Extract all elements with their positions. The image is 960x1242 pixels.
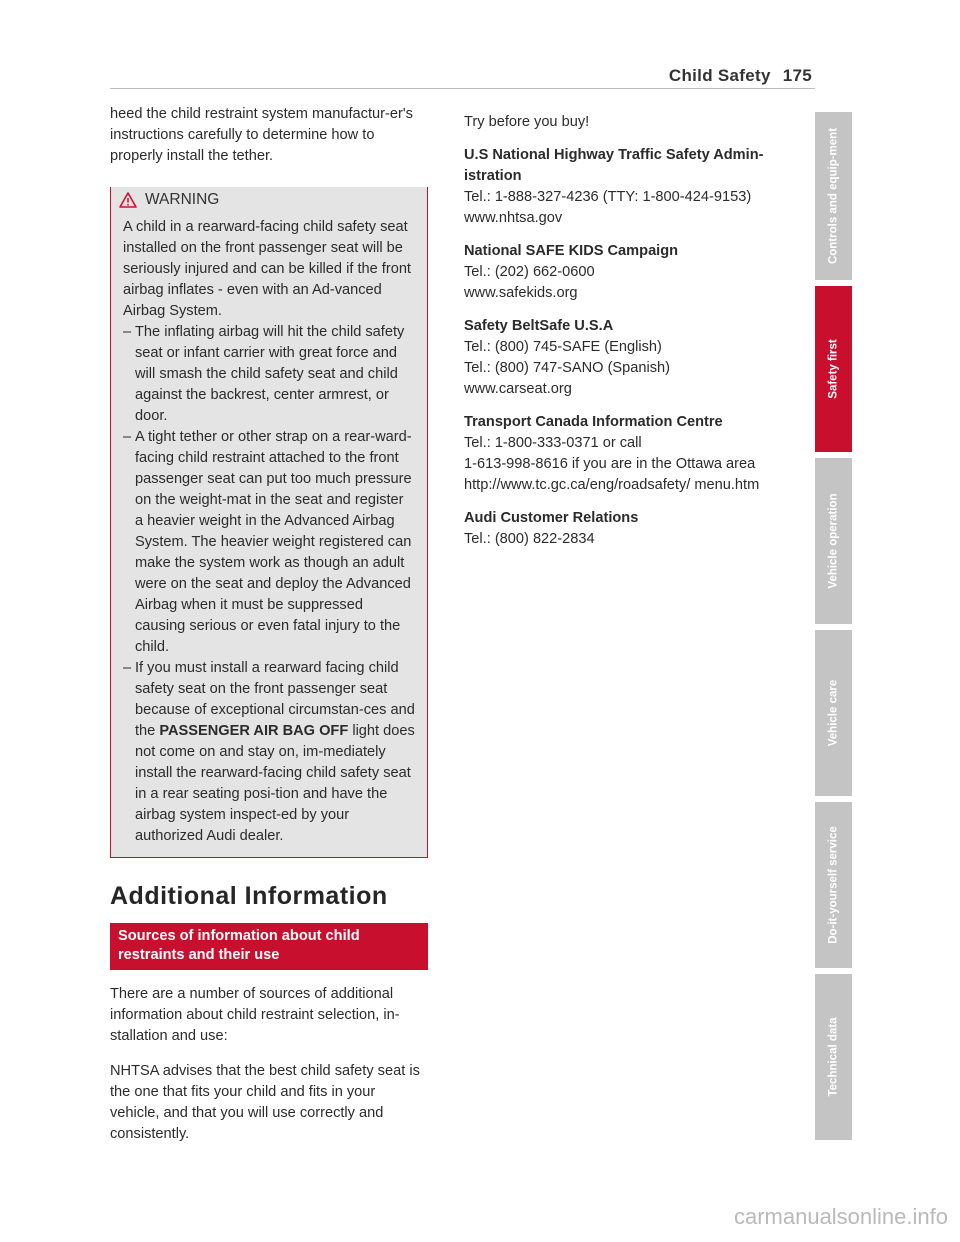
warning-body [111, 213, 427, 857]
warning-list [123, 322, 415, 847]
watermark: carmanualsonline.info [733, 1204, 948, 1229]
contact-link[interactable]: www.carseat.org [464, 381, 572, 397]
contact-line: Tel.: (202) 662-0600 [464, 264, 595, 280]
contact-nhtsa [464, 145, 784, 229]
paragraph-sources: There are a number of sources of additional information about child restraint selection, in-stallation and use: [110, 986, 400, 1044]
contact-transport-canada [464, 412, 784, 496]
tab-label: Vehicle care [827, 679, 839, 747]
contact-line: Tel.: (800) 822-2834 [464, 531, 595, 547]
try-before-buy: Try before you buy! [464, 114, 590, 130]
contact-org: U.S National Highway Traffic Safety Admin-istration [464, 147, 764, 184]
contact-link[interactable]: http://www.tc.gc.ca/eng/roadsafety/ menu.htm [464, 477, 760, 493]
contact-link[interactable]: www.safekids.org [464, 285, 578, 301]
warning-item-3 [123, 658, 415, 847]
tab-safety-first[interactable] [815, 286, 852, 452]
tab-label: Safety first [827, 339, 839, 399]
contact-line: Tel.: 1-800-333-0371 or call [464, 435, 642, 451]
warning-title: WARNING [145, 191, 220, 208]
contact-link[interactable]: www.nhtsa.gov [464, 210, 563, 226]
section-title: Additional Information [110, 882, 388, 910]
left-column [110, 104, 428, 1159]
contact-org: National SAFE KIDS Campaign [464, 243, 679, 259]
warning-box [110, 187, 428, 858]
contact-line: Tel.: 1-888-327-4236 (TTY: 1-800-424-9153) [464, 189, 752, 205]
tab-technical-data[interactable] [815, 974, 852, 1140]
contact-org: Safety BeltSafe U.S.A [464, 318, 614, 334]
tab-do-it-yourself-service[interactable] [815, 802, 852, 968]
paragraph-nhtsa: NHTSA advises that the best child safety seat is the one that fits your child and fits in your vehicle, and that you will use correctly and consistently. [110, 1063, 420, 1142]
tab-label: Do-it-yourself service [827, 826, 839, 944]
contact-safe-kids [464, 241, 784, 304]
subsection-title: Sources of information about child restraints and their use [110, 923, 428, 970]
chapter-tabs [815, 112, 852, 1146]
contact-line: Tel.: (800) 745-SAFE (English) [464, 339, 662, 355]
tab-vehicle-operation[interactable] [815, 458, 852, 624]
contact-org: Audi Customer Relations [464, 510, 639, 526]
tab-label: Technical data [827, 1017, 839, 1097]
contact-audi-relations [464, 508, 784, 550]
tab-label: Controls and equip-ment [827, 127, 839, 265]
page-number: 175 [782, 66, 812, 85]
header-rule [110, 88, 815, 89]
running-header [669, 66, 812, 86]
tab-vehicle-care[interactable] [815, 630, 852, 796]
warning-item-2: – A tight tether or other strap on a rear-ward-facing child restraint attached to the front passenger seat can put too much pressure on the weight-mat in the seat and register a heavier weight in the Advanced Airbag System. The heavier weight registered can make the system work as though an adult were on the seat and deploy the Advanced Airbag when it must be suppressed causing serious or even fatal injury to the child. [123, 427, 415, 658]
intro-paragraph: heed the child restraint system manufactur-er's instructions carefully to determine how to properly install the tether. [110, 106, 413, 164]
warning-item-1: – The inflating airbag will hit the child safety seat or infant carrier with great force and will smash the child safety seat and child against the backrest, center armrest, or door. [123, 322, 415, 427]
contact-line: Tel.: (800) 747-SANO (Spanish) [464, 360, 671, 376]
warning-triangle-icon [119, 192, 137, 208]
warning-item-3-text-a: If you must install a rearward facing child safety seat on the front passenger seat because of exceptional circumstan-ces and the [135, 660, 415, 739]
header-section-title: Child Safety [668, 66, 771, 85]
passenger-airbag-off-label: PASSENGER AIR BAG OFF [159, 723, 349, 739]
tab-label: Vehicle operation [827, 493, 839, 589]
contact-line: 1-613-998-8616 if you are in the Ottawa area [464, 456, 756, 472]
warning-item-3-text-b: light does not come on and stay on, im-mediately install the rearward-facing child safety seat in a rear seating posi-tion and have the airbag system inspect-ed by your authorized Audi dealer. [135, 723, 415, 844]
right-column [464, 112, 784, 562]
contact-beltsafe [464, 316, 784, 400]
warning-header [111, 187, 427, 213]
contact-org: Transport Canada Information Centre [464, 414, 723, 430]
warning-intro: A child in a rearward-facing child safety seat installed on the front passenger seat will be seriously injured and can be killed if the front airbag inflates - even with an Ad-vanced Airbag System. [123, 219, 411, 319]
tab-controls-and-equipment[interactable] [815, 112, 852, 280]
